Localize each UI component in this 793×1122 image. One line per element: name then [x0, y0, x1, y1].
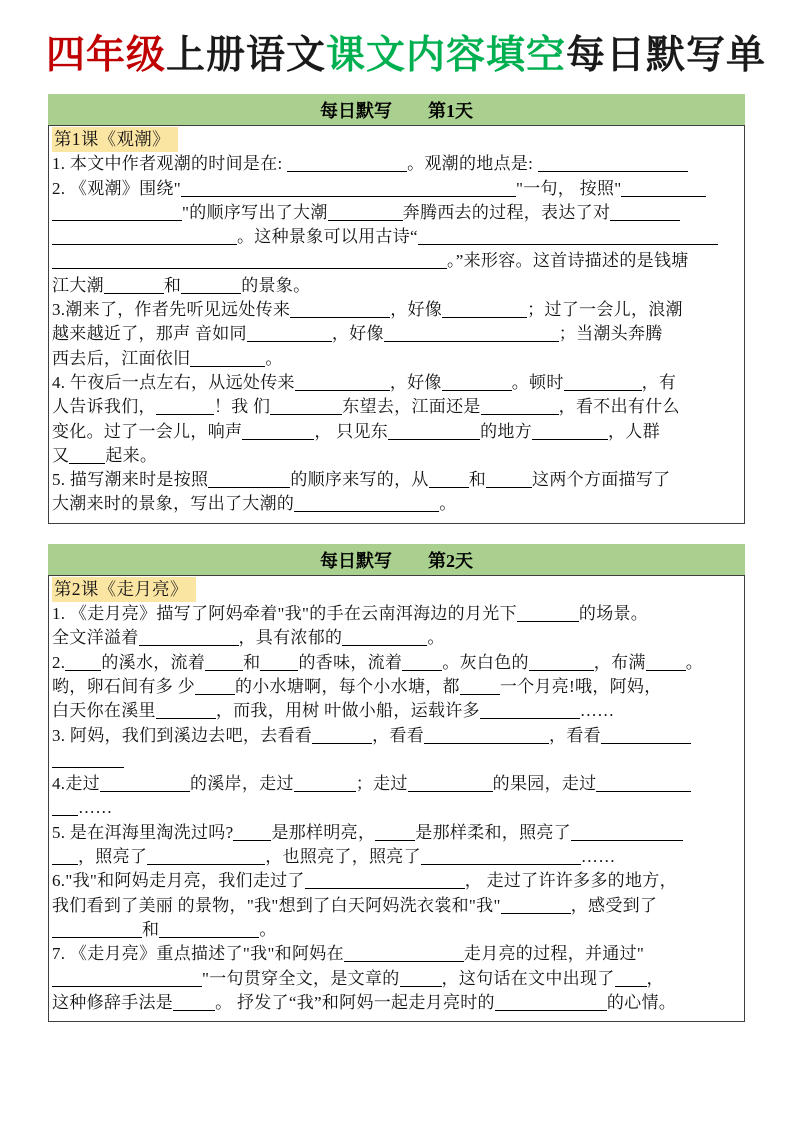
text-run: 4. 午夜后一点左右，从远处传来 — [52, 372, 295, 392]
text-run: 哟，卵石间有多 少 — [52, 676, 195, 696]
worksheet-line — [52, 468, 741, 492]
text-run: 。顿时 — [511, 372, 564, 392]
text-run: 的香味，流着 — [298, 652, 403, 672]
text-run: 大潮来时的景象，写出了大潮的 — [52, 494, 295, 514]
fill-in-blank — [460, 680, 500, 695]
section-day1 — [48, 94, 745, 524]
text-run: 是那样明亮， — [271, 822, 376, 842]
text-run: 1. 本文中作者观潮的时间是在: — [52, 154, 288, 174]
text-run: 2. — [52, 652, 66, 672]
page-title — [46, 24, 767, 80]
text-run: 。 抒发了“我”和阿妈一起走月亮时的 — [215, 992, 495, 1012]
text-run: ，照亮了 — [78, 847, 148, 867]
text-run: 。观潮的地点是: — [407, 154, 538, 174]
fill-in-blank — [429, 473, 469, 488]
text-run: 越来越近了，那声 音如同 — [52, 324, 247, 344]
text-run: 变化。过了一会儿，响声 — [52, 421, 243, 441]
worksheet-line — [52, 845, 741, 869]
worksheet-line — [52, 201, 741, 225]
fill-in-blank — [384, 327, 559, 342]
text-run: 人告诉我们， — [52, 397, 156, 417]
day1-header-label: 每日默写 第1天 — [320, 101, 473, 121]
worksheet-line — [52, 796, 741, 820]
lesson-title-line — [52, 127, 741, 152]
text-run: …… — [78, 798, 113, 818]
day2-questions — [52, 602, 741, 1015]
fill-in-blank — [104, 279, 164, 294]
fill-in-blank — [294, 777, 356, 792]
text-run: 的地方 — [480, 421, 532, 441]
lesson-title-day2: 第2课《走月亮》 — [52, 577, 196, 602]
text-run: 3.潮来了，作者先听见远处传来 — [52, 300, 291, 320]
text-run: ，感受到了 — [570, 895, 658, 915]
worksheet-line — [52, 225, 741, 249]
worksheet-line — [52, 322, 741, 346]
fill-in-blank — [571, 826, 683, 841]
text-run: 5. 是在洱海里淘洗过吗? — [52, 822, 234, 842]
day1-question-box — [48, 125, 745, 524]
text-run: 这两个方面描写了 — [532, 470, 671, 490]
fill-in-blank — [69, 449, 105, 464]
fill-in-blank — [424, 729, 549, 744]
fill-in-blank — [442, 376, 512, 391]
fill-in-blank — [173, 996, 215, 1011]
day1-header-bar — [48, 94, 745, 125]
fill-in-blank — [52, 753, 124, 768]
lesson-title-day1: 第1课《观潮》 — [52, 127, 178, 152]
text-run: 。 — [439, 494, 457, 514]
text-run: 和 — [142, 919, 160, 939]
text-run: 这种修辞手法是 — [52, 992, 174, 1012]
text-run: 。”来形容。这首诗描述的是钱塘 — [447, 251, 689, 271]
worksheet-line — [52, 298, 741, 322]
day2-question-box — [48, 575, 745, 1022]
text-run: 的顺序来写的，从 — [290, 470, 429, 490]
text-run: 和 — [163, 275, 182, 295]
fill-in-blank — [481, 400, 559, 415]
text-run: 江大潮 — [52, 275, 104, 295]
day2-header-bar — [48, 544, 745, 575]
text-run: ，好像 — [390, 300, 443, 320]
fill-in-blank — [260, 656, 298, 671]
fill-in-blank — [610, 206, 680, 221]
text-run: 是那样柔和，照亮了 — [415, 822, 571, 842]
fill-in-blank — [295, 376, 390, 391]
worksheet-line — [52, 395, 741, 419]
fill-in-blank — [190, 352, 265, 367]
text-run: 4.走过 — [52, 774, 100, 794]
text-run: 的场景。 — [578, 604, 649, 624]
text-run: ，看看 — [549, 725, 601, 745]
text-run: 。 — [685, 652, 704, 672]
text-run: 和 — [468, 470, 487, 490]
fill-in-blank — [388, 425, 480, 440]
worksheet-line — [52, 748, 741, 772]
text-run: 1. 《走月亮》描写了阿妈牵着"我"的手在云南洱海边的月光下 — [52, 604, 517, 624]
fill-in-blank — [181, 182, 516, 197]
fill-in-blank — [328, 206, 403, 221]
worksheet-line — [52, 177, 741, 201]
text-run: ；走过 — [355, 774, 408, 794]
worksheet-line — [52, 347, 741, 371]
fill-in-blank — [290, 303, 390, 318]
fill-in-blank — [65, 656, 101, 671]
day1-questions — [52, 152, 741, 516]
worksheet-line — [52, 420, 741, 444]
text-run: 的心情。 — [606, 992, 677, 1012]
worksheet-line — [52, 991, 741, 1015]
text-run: ；过了一会儿，浪潮 — [527, 300, 683, 320]
fill-in-blank — [400, 972, 442, 987]
fill-in-blank — [342, 631, 427, 646]
text-run: 3. 阿妈，我们到溪边去吧，去看看 — [52, 725, 313, 745]
title-volume: 上册语文 — [166, 34, 327, 77]
title-grade: 四年级 — [46, 34, 167, 77]
text-run: ， 走过了许许多多的地方， — [464, 871, 677, 891]
fill-in-blank — [156, 704, 216, 719]
text-run: 。灰白色的 — [442, 652, 529, 672]
text-run: ，具有浓郁的 — [238, 628, 343, 648]
worksheet-line — [52, 371, 741, 395]
fill-in-blank — [532, 425, 608, 440]
fill-in-blank — [139, 631, 239, 646]
fill-in-blank — [480, 704, 580, 719]
text-run: 起来。 — [105, 445, 158, 465]
worksheet-line — [52, 942, 741, 966]
fill-in-blank — [486, 473, 532, 488]
fill-in-blank — [208, 473, 290, 488]
fill-in-blank — [52, 206, 182, 221]
lesson-title-line — [52, 577, 741, 602]
fill-in-blank — [205, 656, 243, 671]
text-run: ，而我，用树 叶做小船，运载许多 — [215, 701, 480, 721]
text-run: ，看不出有什么 — [558, 397, 680, 417]
fill-in-blank — [421, 850, 581, 865]
worksheet-line — [52, 894, 741, 918]
fill-in-blank — [147, 850, 265, 865]
text-run: 我们看到了美丽 的景物，"我"想到了白天阿妈洗衣裳和"我" — [52, 895, 501, 915]
fill-in-blank — [233, 826, 271, 841]
fill-in-blank — [52, 801, 78, 816]
fill-in-blank — [195, 680, 235, 695]
fill-in-blank — [501, 899, 571, 914]
worksheet-line — [52, 967, 741, 991]
text-run: 。 — [427, 628, 445, 648]
fill-in-blank — [408, 777, 493, 792]
text-run: 。 — [259, 919, 277, 939]
worksheet-line — [52, 699, 741, 723]
text-run: "一句贯穿全文，是文章的 — [202, 968, 400, 988]
text-run: ， 只见东 — [314, 421, 389, 441]
day2-header-label: 每日默写 第2天 — [320, 550, 473, 571]
fill-in-blank — [442, 303, 527, 318]
fill-in-blank — [538, 157, 688, 172]
text-run: ！我 们 — [213, 397, 271, 417]
text-run: 全文洋溢着 — [52, 628, 139, 648]
text-run: ；当潮头奔腾 — [558, 324, 663, 344]
worksheet-line — [52, 772, 741, 796]
fill-in-blank — [247, 327, 332, 342]
text-run: 的小水塘啊，每个小水塘，都 — [234, 676, 460, 696]
worksheet-line — [52, 724, 741, 748]
text-run: 一个月亮!哦，阿妈， — [499, 676, 662, 696]
worksheet-line — [52, 152, 741, 176]
text-run: …… — [579, 701, 615, 721]
fill-in-blank — [621, 182, 706, 197]
title-type: 每日默写单 — [566, 34, 767, 77]
fill-in-blank — [52, 850, 78, 865]
worksheet-line — [52, 274, 741, 298]
worksheet-line — [52, 249, 741, 273]
worksheet-line — [52, 918, 741, 942]
fill-in-blank — [52, 923, 142, 938]
fill-in-blank — [601, 729, 691, 744]
fill-in-blank — [294, 497, 439, 512]
fill-in-blank — [270, 400, 342, 415]
fill-in-blank — [596, 777, 691, 792]
fill-in-blank — [52, 230, 237, 245]
text-run: 白天你在溪里 — [52, 701, 156, 721]
text-run: "一句， 按照" — [515, 178, 622, 198]
fill-in-blank — [495, 996, 607, 1011]
text-run: 。这种景象可以用古诗“ — [237, 227, 418, 247]
fill-in-blank — [181, 279, 241, 294]
text-run: 走月亮的过程，并通过" — [463, 944, 645, 964]
text-run: ，布满 — [593, 652, 646, 672]
fill-in-blank — [156, 400, 214, 415]
fill-in-blank — [52, 254, 447, 269]
fill-in-blank — [615, 972, 647, 987]
fill-in-blank — [52, 972, 202, 987]
worksheet-line — [52, 651, 741, 675]
worksheet-line — [52, 869, 741, 893]
fill-in-blank — [418, 230, 718, 245]
text-run: "的顺序写出了大潮 — [182, 202, 328, 222]
text-run: 的溪岸，走过 — [189, 774, 294, 794]
text-run: 5. 描写潮来时是按照 — [52, 470, 209, 490]
worksheet-line — [52, 492, 741, 516]
text-run: …… — [580, 847, 616, 867]
text-run: 。 — [265, 348, 283, 368]
worksheet-line — [52, 675, 741, 699]
fill-in-blank — [312, 729, 372, 744]
text-run: 7. 《走月亮》重点描述了"我"和阿妈在 — [52, 944, 344, 964]
text-run: 2. 《观潮》围绕" — [52, 178, 181, 198]
text-run: ，有 — [641, 372, 677, 392]
text-run: 西去后，江面依旧 — [52, 348, 191, 368]
text-run: ，也照亮了，照亮了 — [265, 847, 421, 867]
worksheet-line — [52, 626, 741, 650]
text-run: 的景象。 — [241, 275, 311, 295]
fill-in-blank — [646, 656, 686, 671]
section-day2 — [48, 544, 745, 1022]
text-run: 奔腾西去的过程，表达了对 — [402, 202, 611, 222]
fill-in-blank — [242, 425, 314, 440]
title-topic: 课文内容填空 — [326, 34, 567, 77]
worksheet-line — [52, 602, 741, 626]
text-run: ，这句话在文中出现了 — [441, 968, 615, 988]
text-run: ，好像 — [389, 372, 442, 392]
fill-in-blank — [100, 777, 190, 792]
fill-in-blank — [529, 656, 594, 671]
text-run: 又 — [52, 445, 70, 465]
text-run: 的溪水，流着 — [101, 652, 206, 672]
text-run: ，看看 — [372, 725, 425, 745]
fill-in-blank — [305, 874, 465, 889]
fill-in-blank — [402, 656, 442, 671]
fill-in-blank — [517, 607, 579, 622]
text-run: ，人群 — [607, 421, 660, 441]
text-run: ， — [646, 968, 664, 988]
text-run: 和 — [243, 652, 261, 672]
worksheet-line — [52, 444, 741, 468]
fill-in-blank — [159, 923, 259, 938]
text-run: 6."我"和阿妈走月亮，我们走过了 — [52, 871, 305, 891]
fill-in-blank — [564, 376, 642, 391]
fill-in-blank — [375, 826, 415, 841]
worksheet-line — [52, 821, 741, 845]
fill-in-blank — [344, 947, 464, 962]
fill-in-blank — [287, 157, 407, 172]
text-run: 的果园，走过 — [492, 774, 597, 794]
text-run: ，好像 — [331, 324, 384, 344]
text-run: 东望去，江面还是 — [342, 397, 481, 417]
